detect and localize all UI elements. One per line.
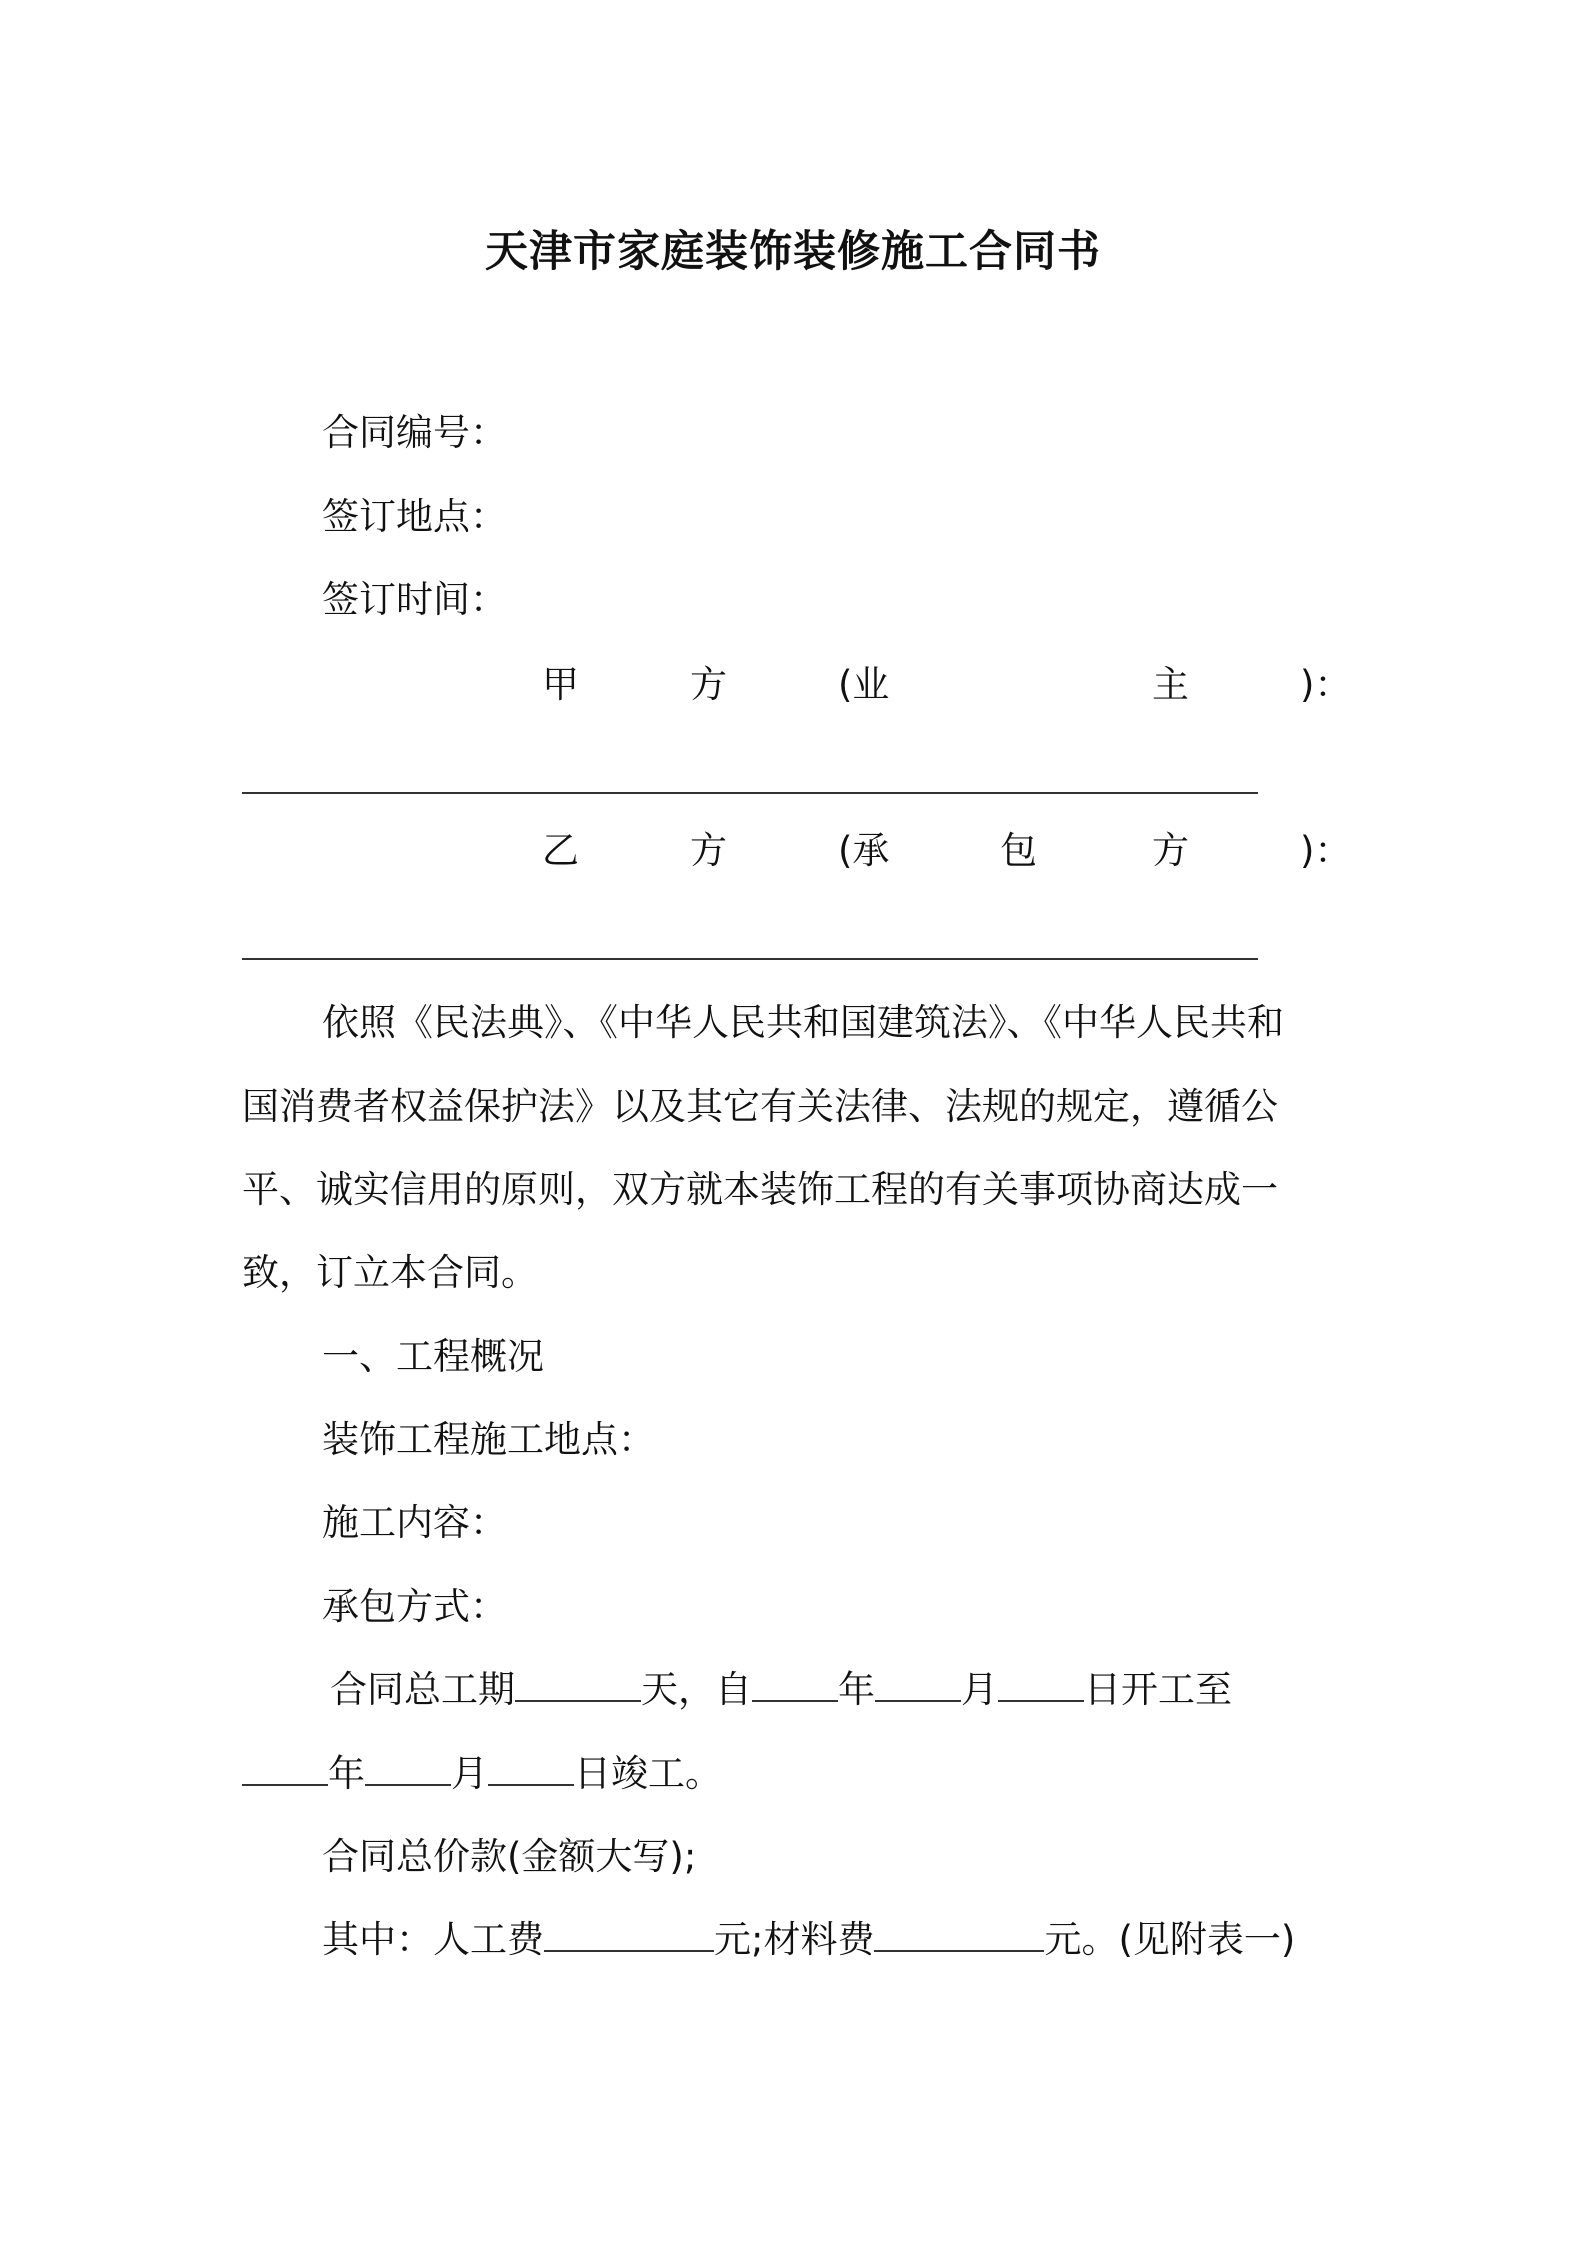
start-day-blank[interactable] (998, 1668, 1084, 1702)
end-month-blank[interactable] (365, 1752, 451, 1786)
party-b-row (0, 828, 1586, 874)
end-month-unit: 月 (451, 1752, 488, 1795)
period-label: 合同总工期 (330, 1668, 515, 1711)
party-b-char: (承 (838, 829, 890, 872)
party-a-char: 方 (690, 663, 727, 706)
end-day-blank[interactable] (488, 1752, 574, 1786)
signing-time-label: 签订时间： (322, 578, 507, 621)
end-year-blank[interactable] (242, 1752, 328, 1786)
construction-period-line-1 (330, 1667, 1232, 1713)
party-a-char: (业 (838, 663, 890, 706)
preamble-line-2: 国消费者权益保护法》以及其它有关法律、法规的规定，遵循公 (242, 1085, 1278, 1128)
start-day-unit: 日开工至 (1084, 1668, 1232, 1711)
preamble-line-1: 依照《民法典》、《中华人民共和国建筑法》、《中华人民共和 (322, 1001, 1284, 1044)
material-cost-blank[interactable] (874, 1918, 1044, 1952)
party-b-char: 方 (1152, 829, 1189, 872)
contract-number-label: 合同编号： (322, 411, 507, 454)
construction-site-label: 装饰工程施工地点： (322, 1418, 655, 1461)
party-a-row (0, 662, 1586, 708)
start-year-blank[interactable] (752, 1668, 838, 1702)
preamble-line-3: 平、诚实信用的原则，双方就本装饰工程的有关事项协商达成一 (242, 1168, 1278, 1211)
labor-cost-blank[interactable] (544, 1918, 714, 1952)
material-cost-label: 元;材料费 (714, 1918, 875, 1961)
preamble-line-4: 致，订立本合同。 (242, 1251, 538, 1294)
document-title: 天津市家庭装饰装修施工合同书 (485, 227, 1101, 277)
party-b-fill-line (242, 958, 1258, 960)
end-day-unit: 日竣工。 (574, 1752, 722, 1795)
party-a-char: )： (1300, 663, 1352, 706)
period-days-blank[interactable] (515, 1668, 641, 1702)
start-year-unit: 年 (838, 1668, 875, 1711)
end-year-unit: 年 (328, 1752, 365, 1795)
construction-content-label: 施工内容： (322, 1501, 507, 1544)
party-b-char: 包 (1000, 829, 1037, 872)
contract-mode-label: 承包方式： (322, 1585, 507, 1628)
party-a-fill-line (242, 792, 1258, 794)
start-month-unit: 月 (961, 1668, 998, 1711)
construction-period-line-2 (242, 1751, 722, 1797)
party-b-char: 方 (690, 829, 727, 872)
start-month-blank[interactable] (875, 1668, 961, 1702)
signing-place-label: 签订地点： (322, 495, 507, 538)
period-days-unit: 天，自 (641, 1668, 752, 1711)
material-cost-unit: 元。(见附表一) (1044, 1918, 1296, 1961)
party-a-char: 主 (1152, 663, 1189, 706)
cost-breakdown-line (322, 1917, 1295, 1963)
labor-cost-label: 其中：人工费 (322, 1918, 544, 1961)
party-b-char: 乙 (542, 829, 579, 872)
total-price-label: 合同总价款(金额大写); (322, 1835, 697, 1878)
party-a-char: 甲 (542, 663, 579, 706)
party-b-char: )： (1300, 829, 1352, 872)
section-heading-project-overview: 一、工程概况 (322, 1335, 544, 1378)
